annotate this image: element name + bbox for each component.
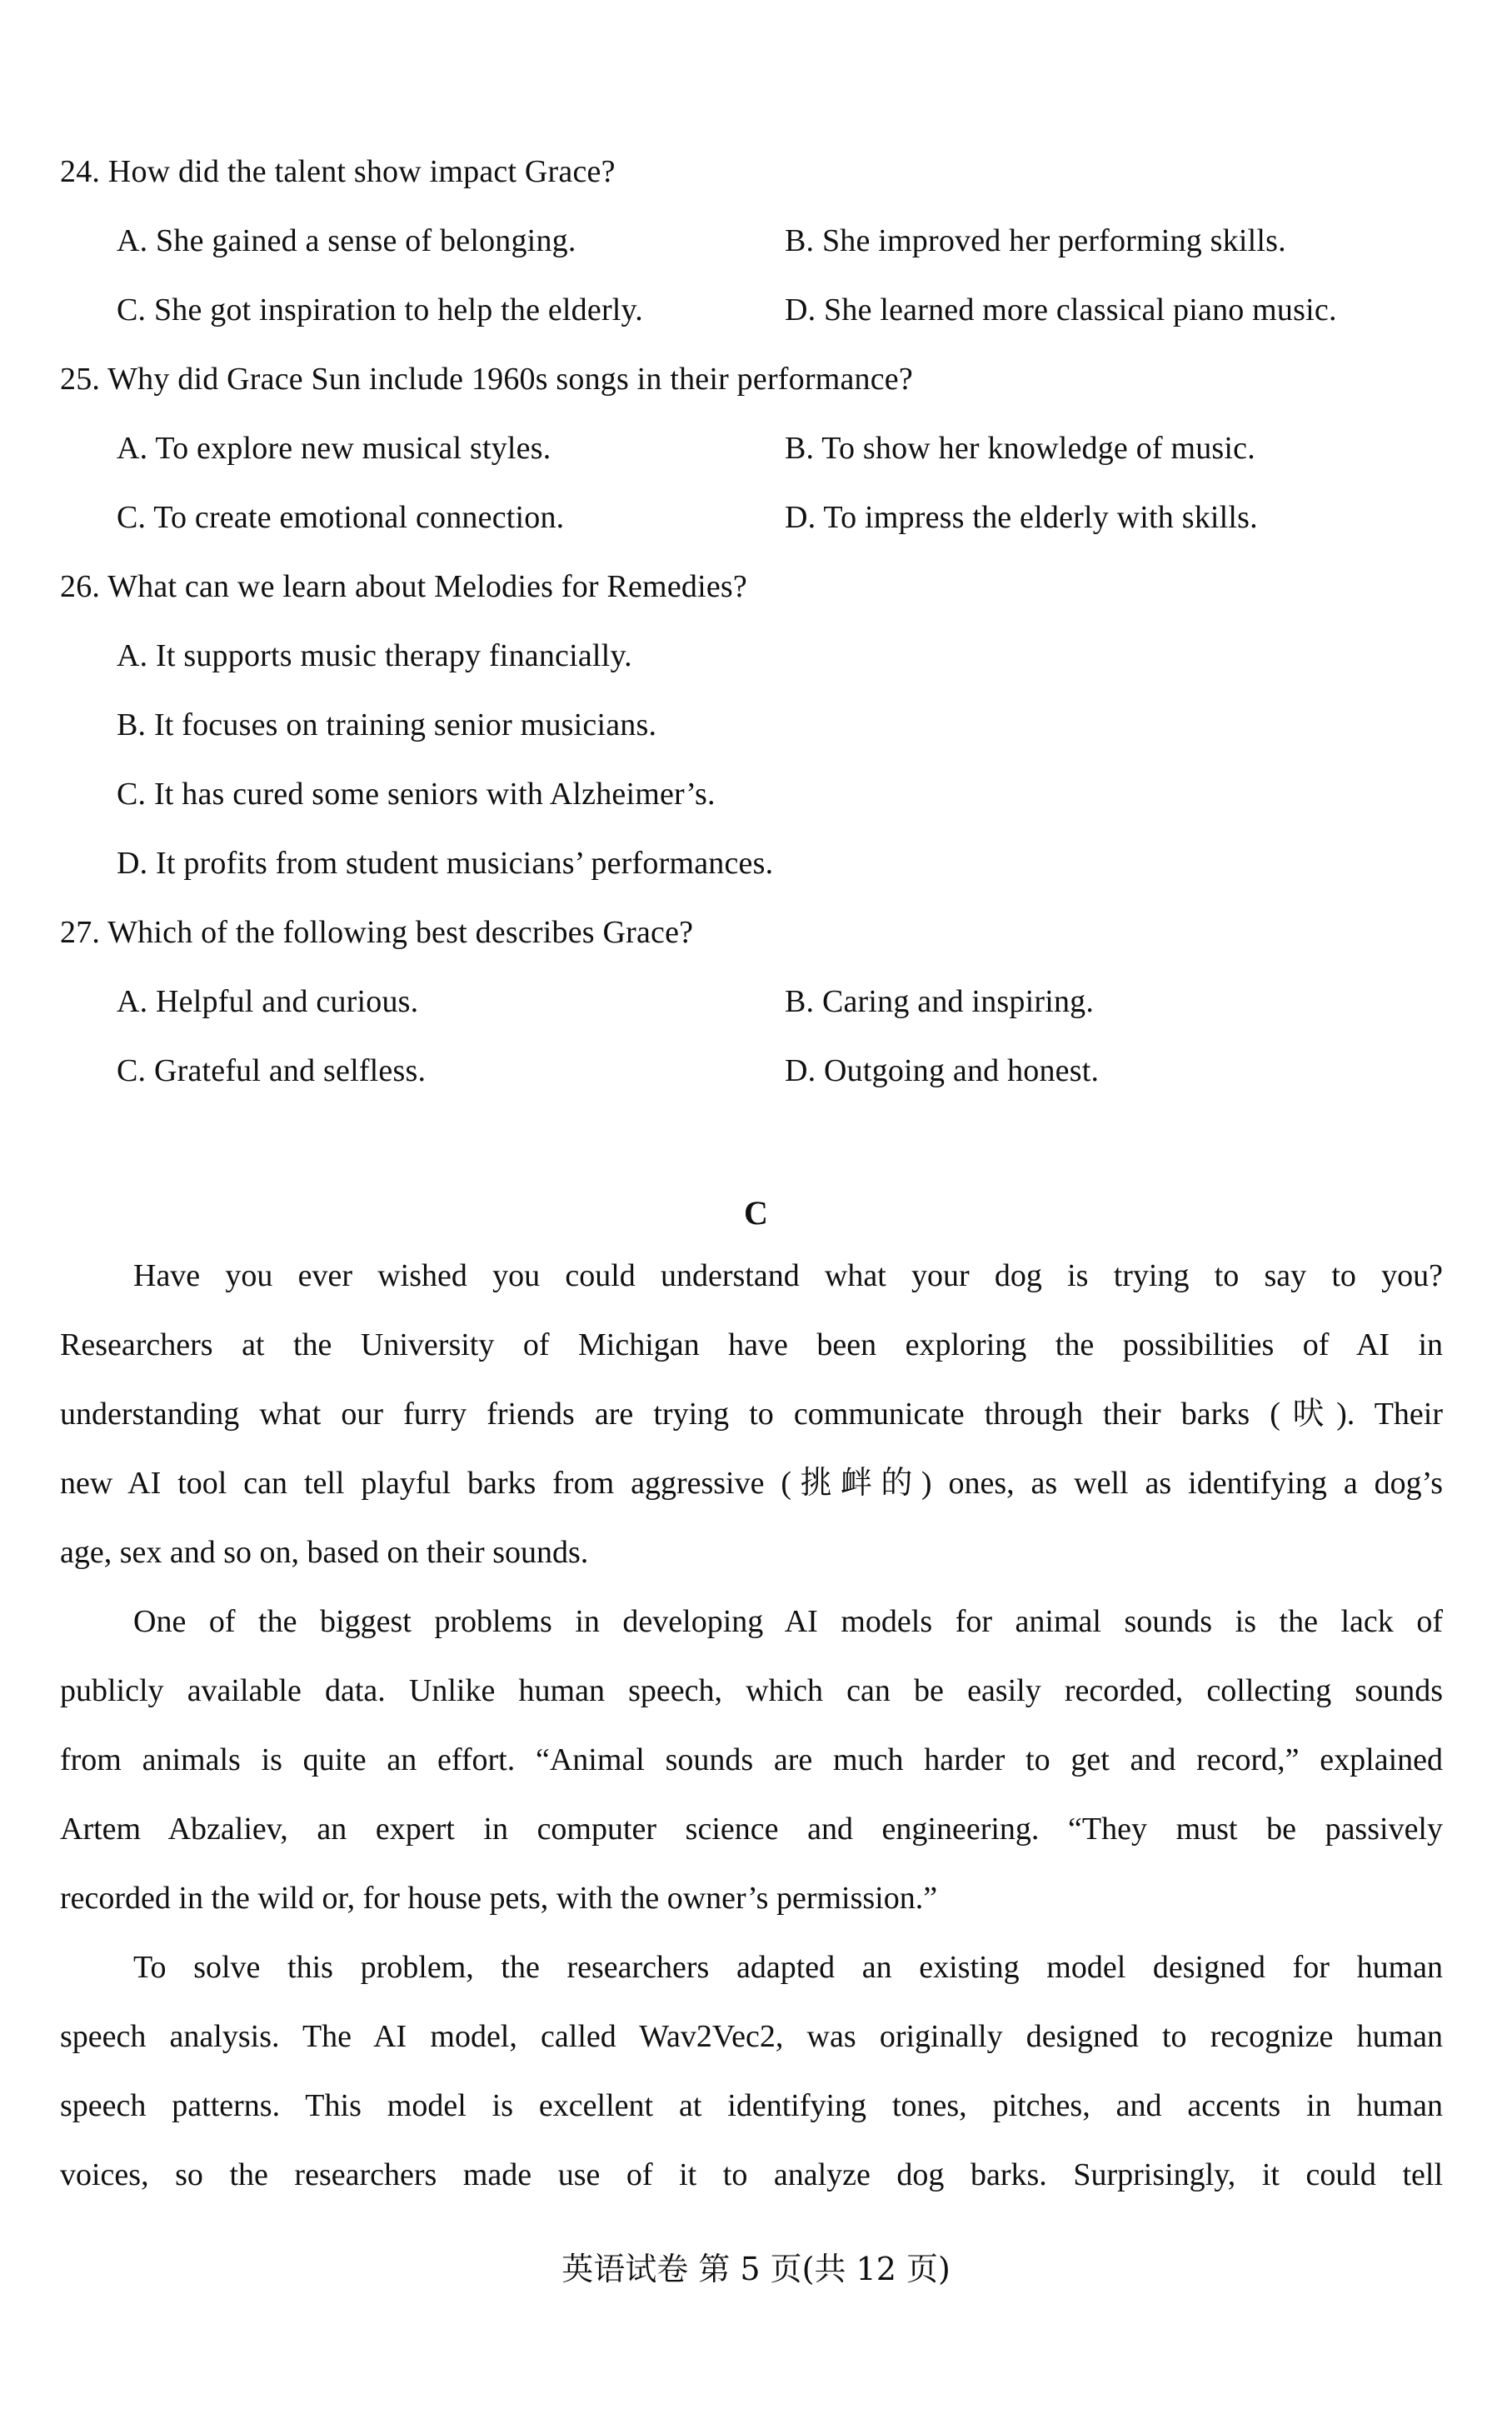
question-24-stem: 24. How did the talent show impact Grace? <box>60 154 616 189</box>
question-26-option-a: A. It supports music therapy financially. <box>117 638 632 673</box>
passage-line: from animals is quite an effort. “Animal sounds are much harder to get and record,” explained <box>60 1742 1443 1777</box>
question-24-option-b: B. She improved her performing skills. <box>785 223 1286 258</box>
question-26-stem: 26. What can we learn about Melodies for Remedies? <box>60 569 747 604</box>
question-27-option-d: D. Outgoing and honest. <box>785 1053 1100 1088</box>
question-25-option-c: C. To create emotional connection. <box>117 500 565 535</box>
passage-line: voices, so the researchers made use of it to analyze dog barks. Surprisingly, it could tell <box>60 2157 1443 2192</box>
question-24-option-a: A. She gained a sense of belonging. <box>117 223 576 258</box>
question-26-option-d: D. It profits from student musicians’ performances. <box>117 846 774 881</box>
question-25-option-d: D. To impress the elderly with skills. <box>785 500 1258 535</box>
passage-line: new AI tool can tell playful barks from aggressive (挑衅的) ones, as well as identifying a dog’s <box>60 1466 1443 1501</box>
passage-line: understanding what our furry friends are trying to communicate through their barks (吠). Their <box>60 1397 1443 1432</box>
question-26-option-c: C. It has cured some seniors with Alzheimer’s. <box>117 777 716 812</box>
question-27-stem: 27. Which of the following best describes Grace? <box>60 915 694 950</box>
passage-line: recorded in the wild or, for house pets, with the owner’s permission.” <box>60 1881 938 1916</box>
question-25-stem: 25. Why did Grace Sun include 1960s songs in their performance? <box>60 362 913 397</box>
passage-line: Artem Abzaliev, an expert in computer science and engineering. “They must be passively <box>60 1812 1443 1847</box>
section-title: C <box>744 1194 768 1232</box>
question-25-option-a: A. To explore new musical styles. <box>117 431 551 466</box>
passage-line: speech patterns. This model is excellent at identifying tones, pitches, and accents in human <box>60 2088 1443 2123</box>
question-24-option-c: C. She got inspiration to help the elderly. <box>117 292 643 327</box>
passage-line: age, sex and so on, based on their sounds. <box>60 1535 589 1570</box>
page-footer: 英语试卷 第 5 页(共 12 页) <box>561 2251 951 2287</box>
passage-line: publicly available data. Unlike human speech, which can be easily recorded, collecting sounds <box>60 1673 1443 1708</box>
passage-line: Researchers at the University of Michigan have been exploring the possibilities of AI in <box>60 1327 1443 1362</box>
passage-line: speech analysis. The AI model, called Wav2Vec2, was originally designed to recognize human <box>60 2019 1443 2054</box>
question-27-option-c: C. Grateful and selfless. <box>117 1053 427 1088</box>
question-24-option-d: D. She learned more classical piano music. <box>785 292 1337 327</box>
passage-line: One of the biggest problems in developing AI models for animal sounds is the lack of <box>133 1604 1443 1639</box>
question-25-option-b: B. To show her knowledge of music. <box>785 431 1255 466</box>
passage-line: Have you ever wished you could understand what your dog is trying to say to you? <box>133 1258 1443 1293</box>
question-27-option-a: A. Helpful and curious. <box>117 984 419 1019</box>
passage-line: To solve this problem, the researchers adapted an existing model designed for human <box>133 1950 1443 1985</box>
question-26-option-b: B. It focuses on training senior musicians. <box>117 707 657 742</box>
question-27-option-b: B. Caring and inspiring. <box>785 984 1095 1019</box>
